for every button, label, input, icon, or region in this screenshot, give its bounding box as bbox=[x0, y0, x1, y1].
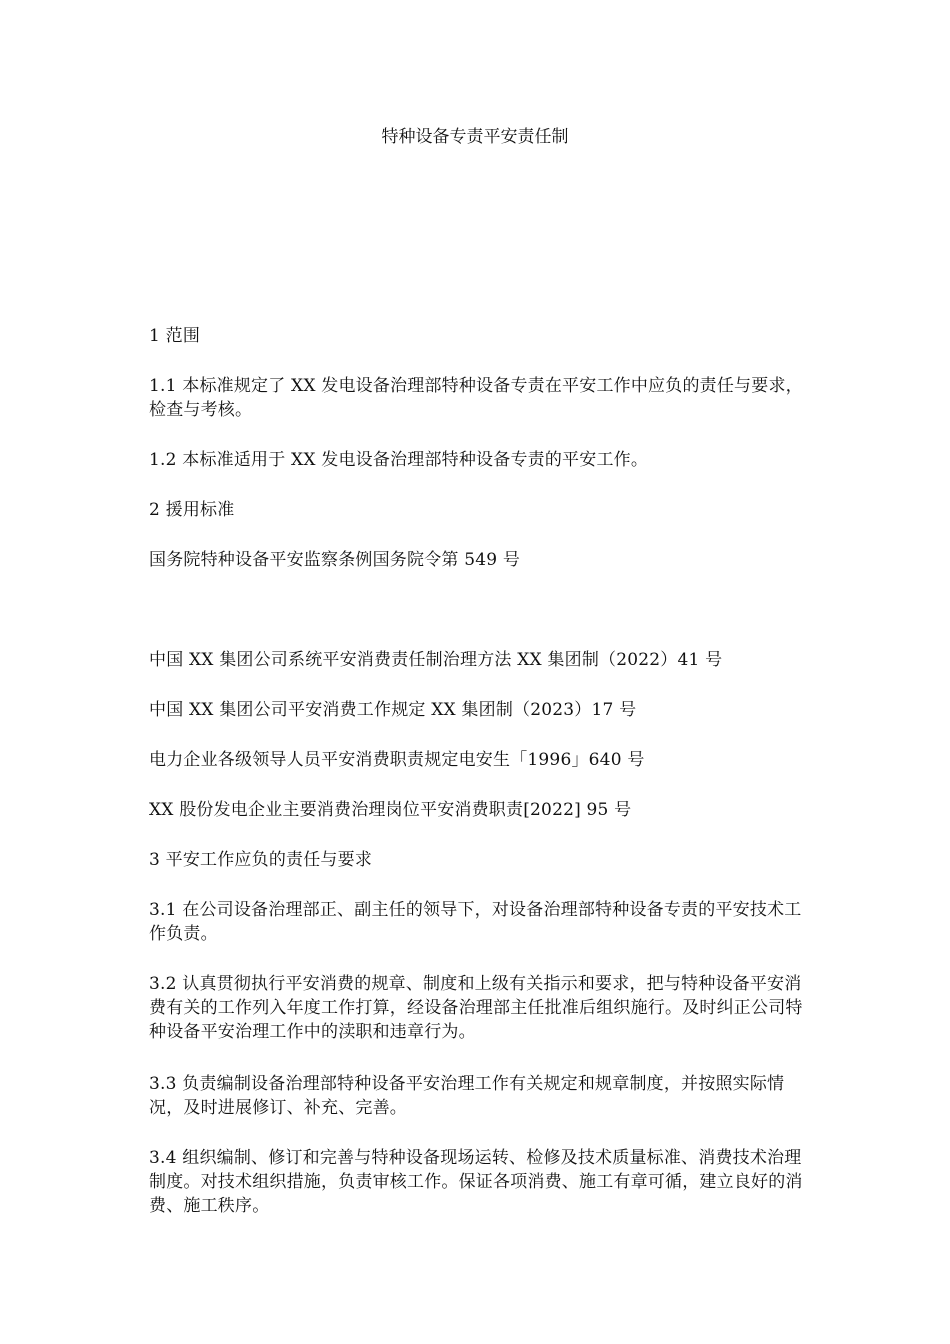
paragraph-3-4: 3.4 组织编制、修订和完善与特种设备现场运转、检修及技术质量标准、消费技术治理制度。对技术组织措施，负责审核工作。保证各项消费、施工有章可循，建立良好的消费、施工秩序。 bbox=[149, 1148, 803, 1216]
reference-item: XX 股份发电企业主要消费治理岗位平安消费职责[2022] 95 号 bbox=[149, 800, 632, 820]
paragraph-1-1: 1.1 本标准规定了 XX 发电设备治理部特种设备专责在平安工作中应负的责任与要求，检查与考核。 bbox=[149, 376, 803, 420]
paragraph-3-1: 3.1 在公司设备治理部正、副主任的领导下，对设备治理部特种设备专责的平安技术工作负责。 bbox=[149, 900, 802, 944]
paragraph-3-2: 3.2 认真贯彻执行平安消费的规章、制度和上级有关指示和要求，把与特种设备平安消费有关的工作列入年度工作打算，经设备治理部主任批准后组织施行。及时纠正公司特种设备平安治理工作中的渎职和违章行为。 bbox=[149, 974, 803, 1042]
paragraph-3-3: 3.3 负责编制设备治理部特种设备平安治理工作有关规定和规章制度，并按照实际情况，及时进展修订、补充、完善。 bbox=[149, 1074, 785, 1118]
reference-item: 国务院特种设备平安监察条例国务院令第 549 号 bbox=[149, 550, 521, 570]
section-heading-references: 2 援用标准 bbox=[149, 500, 235, 520]
document-title: 特种设备专责平安责任制 bbox=[381, 127, 569, 147]
paragraph-1-2: 1.2 本标准适用于 XX 发电设备治理部特种设备专责的平安工作。 bbox=[149, 450, 649, 470]
reference-item: 电力企业各级领导人员平安消费职责规定电安生「1996」640 号 bbox=[149, 750, 645, 770]
section-heading-scope: 1 范围 bbox=[149, 326, 201, 346]
reference-item: 中国 XX 集团公司平安消费工作规定 XX 集团制（2023）17 号 bbox=[149, 700, 637, 720]
section-heading-responsibilities: 3 平安工作应负的责任与要求 bbox=[149, 850, 373, 870]
reference-item: 中国 XX 集团公司系统平安消费责任制治理方法 XX 集团制（2022）41 号 bbox=[149, 650, 723, 670]
